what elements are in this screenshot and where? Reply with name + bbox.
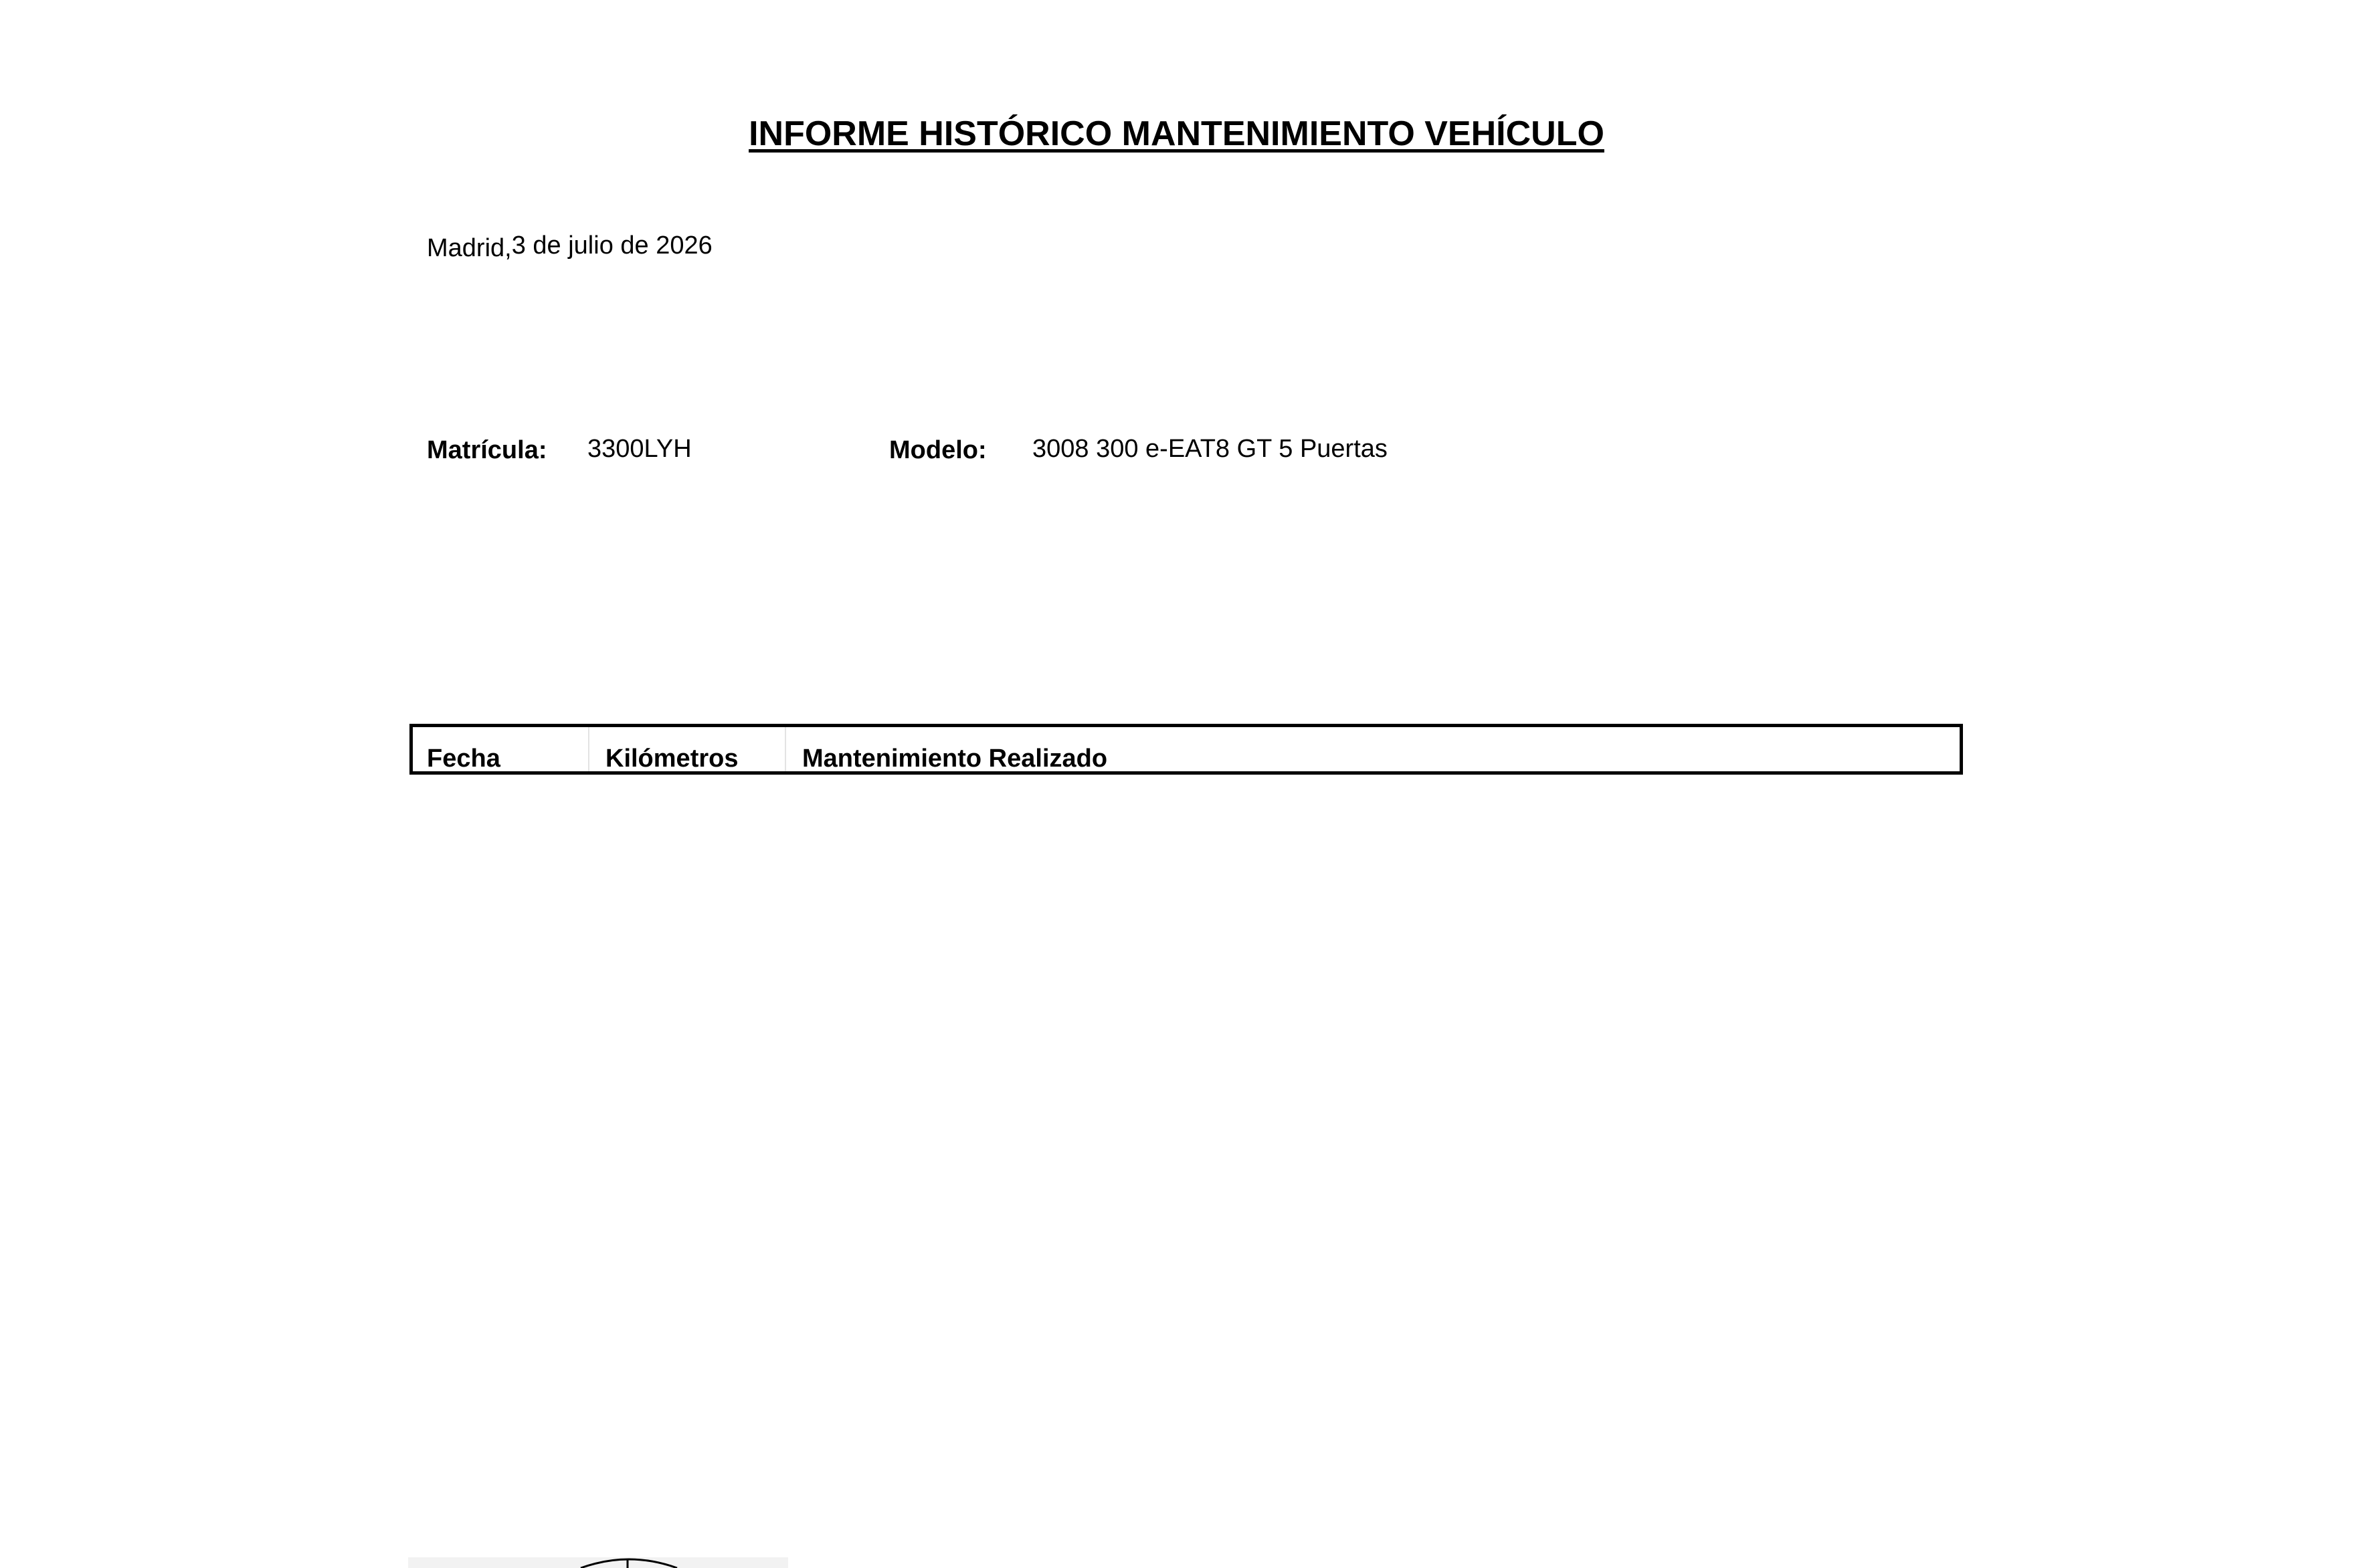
report-dateline <box>427 229 713 262</box>
company-stamp <box>408 1557 788 1568</box>
column-header-date: Fecha <box>427 745 500 773</box>
model-label: Modelo: <box>889 436 987 464</box>
report-title: INFORME HISTÓRICO MANTENIMIENTO VEHÍCULO <box>749 114 1604 153</box>
plate-value: 3300LYH <box>587 435 692 463</box>
report-date: 3 de julio de 2026 <box>511 231 713 260</box>
stamp-seal-graphic <box>408 1557 788 1568</box>
model-value: 3008 300 e-EAT8 GT 5 Puertas <box>1032 435 1388 463</box>
plate-label: Matrícula: <box>427 436 547 464</box>
column-header-kilometers: Kilómetros <box>588 727 738 771</box>
report-place: Madrid, <box>427 234 512 262</box>
maintenance-history-table <box>409 724 1963 775</box>
column-header-maintenance: Mantenimiento Realizado <box>785 727 1107 771</box>
